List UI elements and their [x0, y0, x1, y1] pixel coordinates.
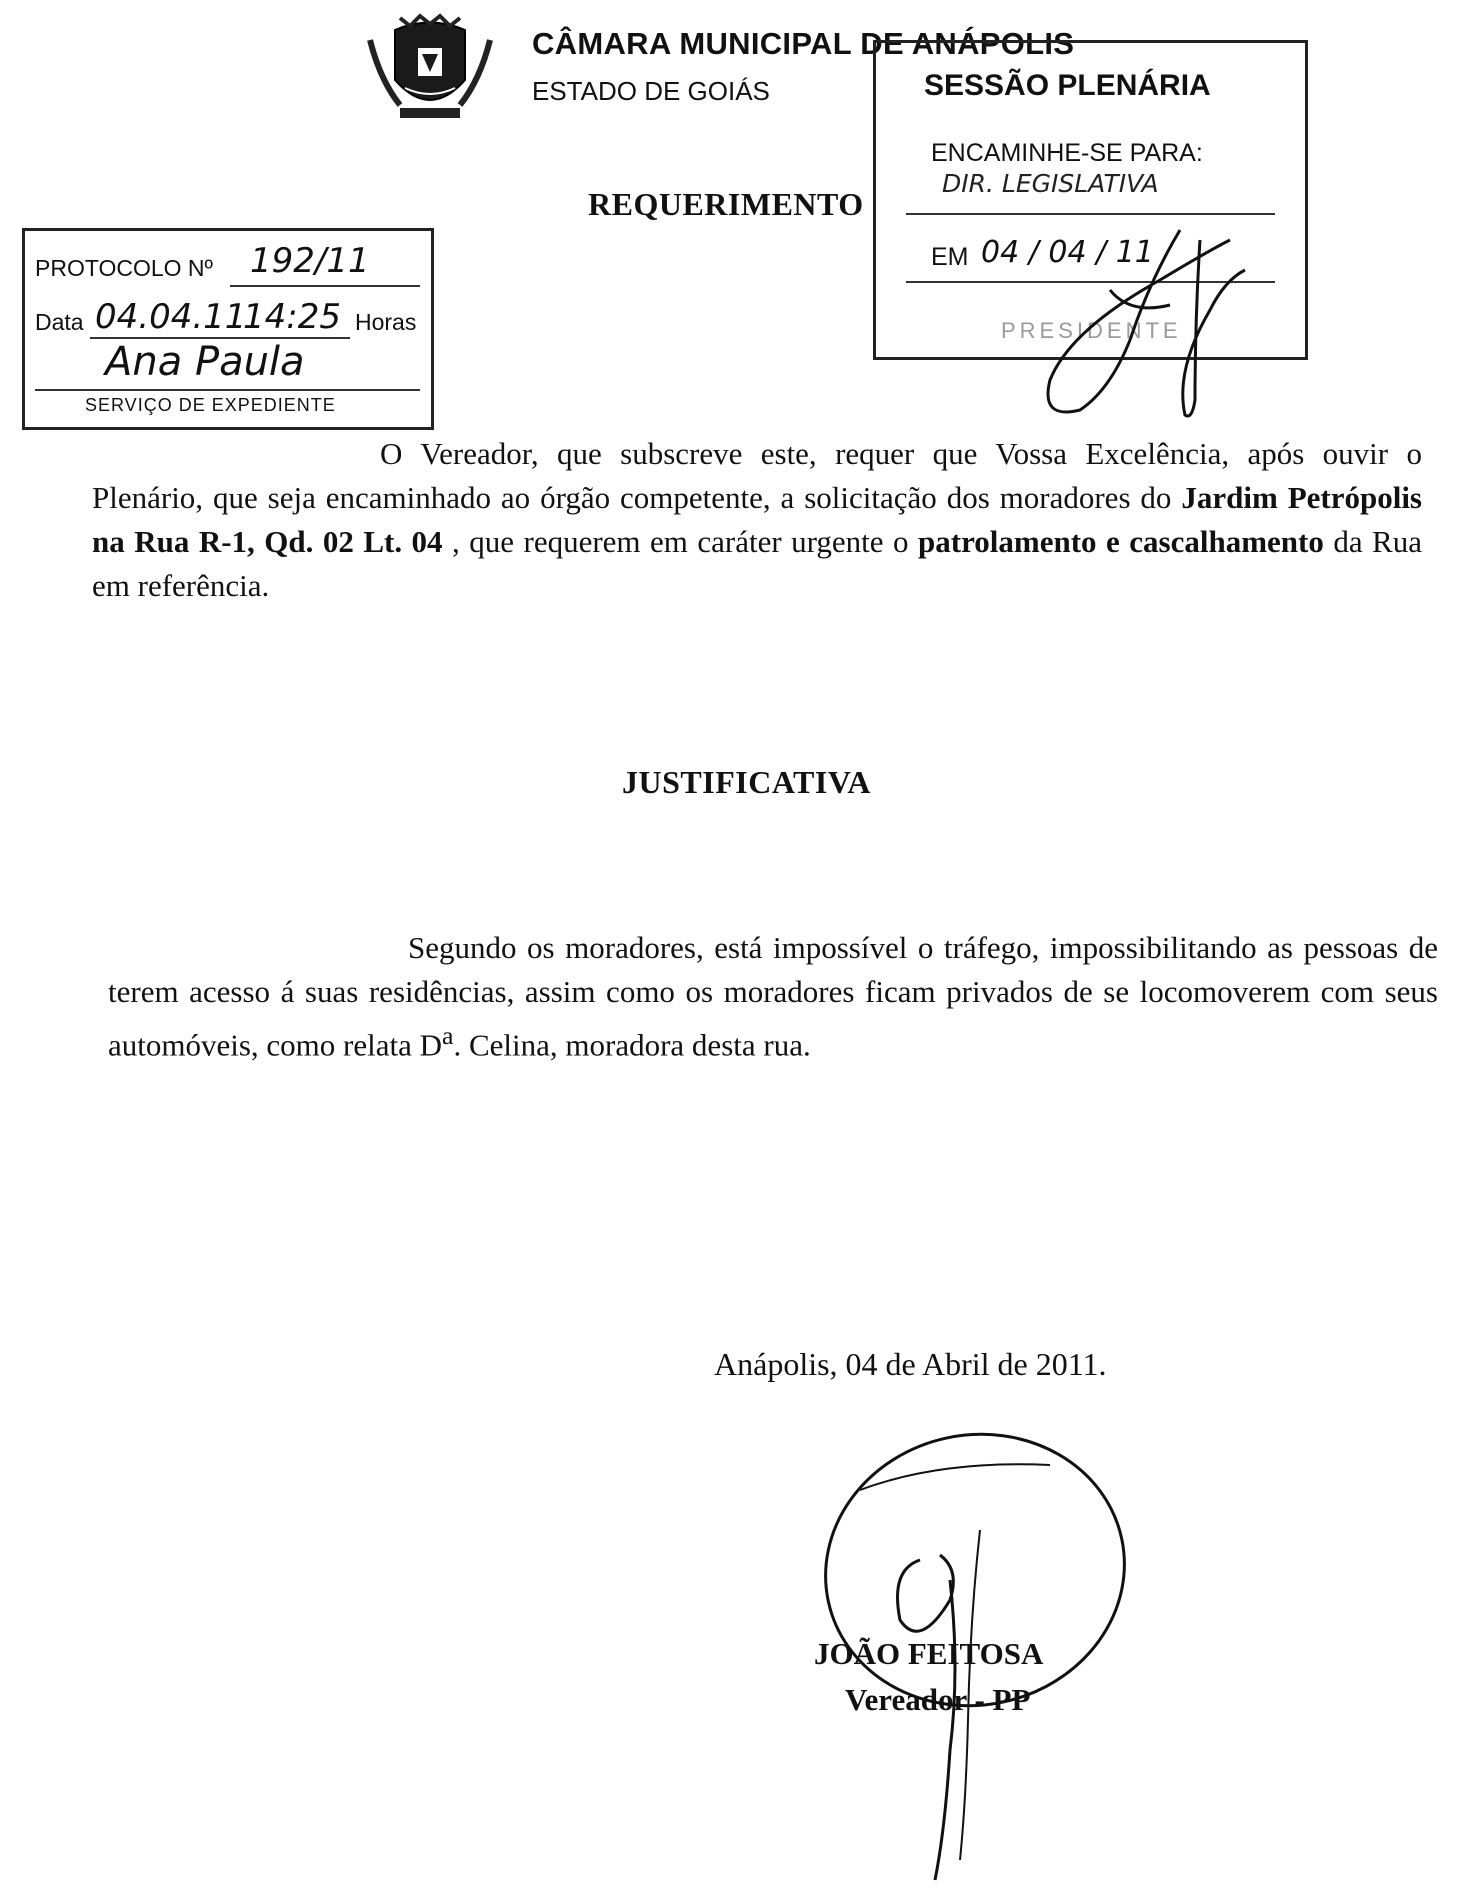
session-stamp-line — [906, 213, 1275, 215]
place-and-date: Anápolis, 04 de Abril de 2011. — [714, 1346, 1107, 1382]
protocol-hours-label: Horas — [355, 309, 417, 335]
justification-text: . Celina, moradora desta rua. — [453, 1027, 811, 1063]
request-text: , que requerem em caráter urgente o — [442, 524, 919, 559]
session-stamp-forward-label: ENCAMINHE-SE PARA: — [931, 139, 1203, 167]
protocol-signature-line — [35, 389, 420, 391]
protocol-clerk-signature: Ana Paula — [105, 339, 305, 385]
signer-role: Vereador - PP — [845, 1682, 1031, 1717]
protocol-date-label: Data — [35, 309, 84, 335]
session-stamp-president-label: PRESIDENTE — [1001, 318, 1182, 343]
organization-name: CÂMARA MUNICIPAL DE ANÁPOLIS — [532, 26, 1075, 61]
protocol-time: 14:25 — [243, 297, 341, 337]
session-stamp-date: 04 / 04 / 11 — [981, 235, 1154, 270]
signer-name: JOÃO FEITOSA — [814, 1636, 1044, 1671]
justification-superscript: a — [442, 1021, 454, 1050]
session-stamp-date-label: EM — [931, 243, 969, 271]
request-text: O Vereador, que subscreve este, requer que Vossa Excelência, após ouvir o Plenário, que seja encaminhado ao órgão competente, a solicitação dos moradores do — [92, 436, 1422, 515]
document-title: REQUERIMENTO — [588, 186, 864, 222]
protocol-number: 192/11 — [250, 241, 370, 281]
justification-paragraph — [108, 926, 1438, 1067]
president-signature — [1010, 220, 1250, 430]
protocol-stamp — [22, 228, 434, 430]
protocol-service-label: SERVIÇO DE EXPEDIENTE — [85, 395, 336, 415]
request-paragraph — [92, 432, 1422, 608]
justification-text: Segundo os moradores, está impossível o tráfego, impossibilitando as pessoas de terem acesso á suas residências, assim como os moradores ficam privados de se locomoverem com seus automóveis, como relata D — [108, 930, 1438, 1063]
municipal-crest-logo — [360, 10, 500, 130]
request-text: da Rua em referência. — [92, 524, 1422, 603]
protocol-number-line — [230, 285, 420, 287]
organization-state: ESTADO DE GOIÁS — [532, 76, 770, 106]
request-location: Jardim Petrópolis na Rua R-1, Qd. 02 Lt. 04 — [92, 480, 1422, 559]
session-stamp-title: SESSÃO PLENÁRIA — [924, 69, 1211, 102]
protocol-label: PROTOCOLO Nº — [35, 255, 213, 281]
protocol-date: 04.04.11 — [95, 297, 247, 337]
session-stamp-destination: DIR. LEGISLATIVA — [942, 169, 1159, 198]
justification-title: JUSTIFICATIVA — [622, 764, 871, 800]
request-service: patrolamento e cascalhamento — [918, 524, 1324, 559]
